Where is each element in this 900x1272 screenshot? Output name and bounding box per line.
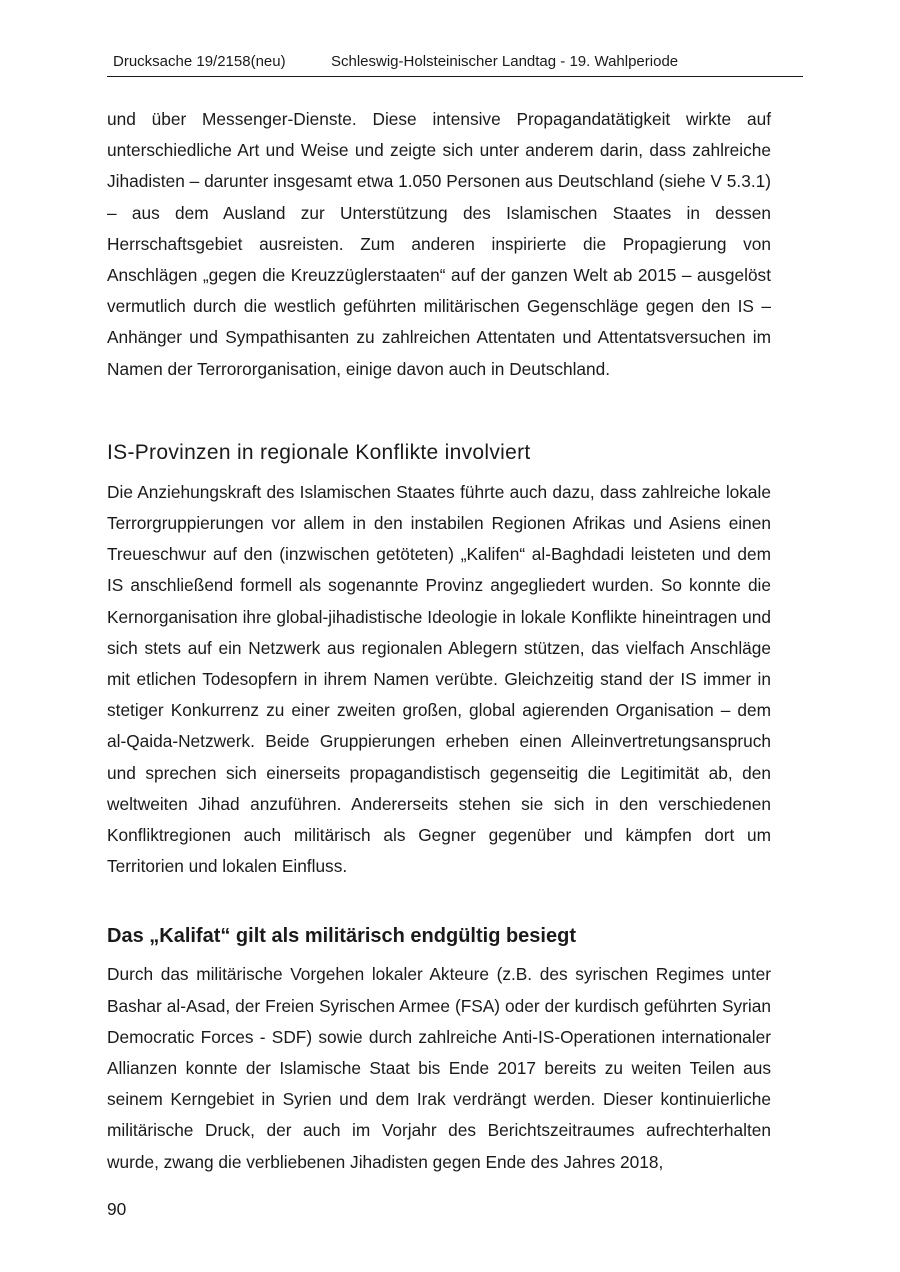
landtag-title: Schleswig-Holsteinischer Landtag - 19. Wahlperiode bbox=[331, 53, 679, 70]
page-header bbox=[107, 52, 803, 77]
drucksache-number: Drucksache 19/2158(neu) bbox=[113, 53, 286, 70]
paragraph-anziehungskraft: Die Anziehungskraft des Islamischen Staates führte auch dazu, dass zahlreiche lokale Terrorgruppierungen vor allem in den instabilen Regionen Afrikas und Asiens einen Treueschwur auf den (inzwischen getöteten) „Kalifen“ al-Baghdadi leisteten und dem IS anschließend formell als sogenannte Provinz angegliedert wurden. So konnte die Kernorganisation ihre global-jihadistische Ideologie in lokale Konflikte hineintragen und sich stets auf ein Netzwerk aus regionalen Ablegern stützen, das vielfach Anschläge mit etlichen Todesopfern in ihrem Namen verübte. Gleichzeitig stand der IS immer in stetiger Konkurrenz zu einer zweiten großen, global agierenden Organisation – dem al-Qaida-Netzwerk. Beide Gruppierungen erheben einen Alleinvertretungsanspruch und sprechen sich einerseits propagandistisch gegenseitig die Legitimität ab, den weltweiten Jihad anzuführen. Andererseits stehen sie sich in den verschiedenen Konfliktregionen auch militärisch als Gegner gegenüber und kämpfen dort um Territorien und lokalen Einfluss. bbox=[107, 481, 771, 877]
paragraph-messenger: und über Messenger-Dienste. Diese intensive Propagandatätigkeit wirkte auf unterschiedliche Art und Weise und zeigte sich unter anderem darin, dass zahlreiche Jihadisten – darunter insgesamt etwa 1.050 Personen aus Deutschland (siehe V 5.3.1) – aus dem Ausland zur Unterstützung des Islamischen Staates in dessen Herrschaftsgebiet ausreisten. Zum anderen inspirierte die Propagierung von Anschlägen „gegen die Kreuzzüglerstaaten“ auf der ganzen Welt ab 2015 – ausgelöst vermutlich durch die westlich geführten militärischen Gegenschläge gegen den IS – Anhänger und Sympathisanten zu zahlreichen Attentaten und Attentatsversuchen im Namen der Terrororganisation, einige davon auch in Deutschland. bbox=[107, 109, 771, 379]
heading-is-provinzen: IS-Provinzen in regionale Konflikte involviert bbox=[107, 440, 531, 464]
page-content bbox=[107, 104, 771, 1178]
heading-kalifat-besiegt: Das „Kalifat“ gilt als militärisch endgültig besiegt bbox=[107, 925, 576, 948]
paragraph-militaerisches-vorgehen: Durch das militärische Vorgehen lokaler Akteure (z.B. des syrischen Regimes unter Bashar al-Asad, der Freien Syrischen Armee (FSA) oder der kurdisch geführten Syrian Democratic Forces - SDF) sowie durch zahlreiche Anti-IS-Operationen internationaler Allianzen konnte der Islamische Staat bis Ende 2017 bereits zu weiten Teilen aus seinem Kerngebiet in Syrien und dem Irak verdrängt werden. Dieser kontinuierliche militärische Druck, der auch im Vorjahr des Berichtszeitraumes aufrechterhalten wurde, zwang die verbliebenen Jihadisten gegen Ende des Jahres 2018, bbox=[107, 964, 771, 1172]
page-number: 90 bbox=[107, 1199, 127, 1219]
